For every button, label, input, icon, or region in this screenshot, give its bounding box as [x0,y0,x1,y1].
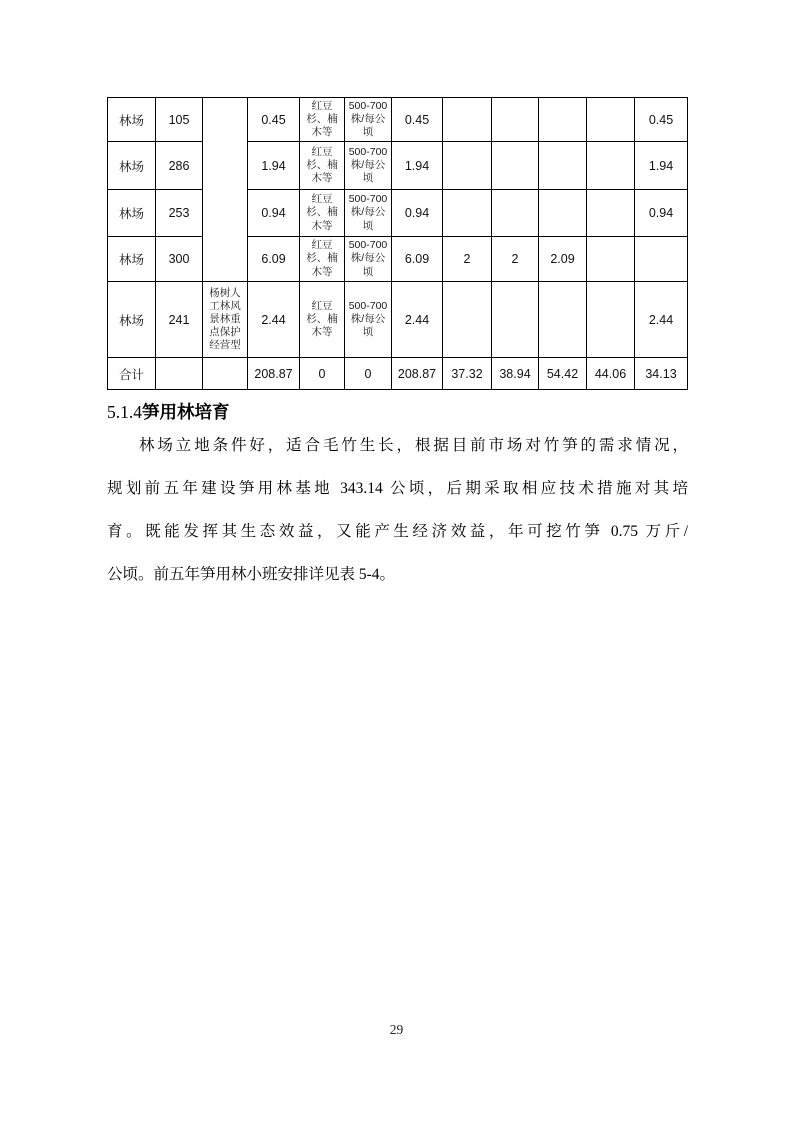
table-cell: 500-700株/每公顷 [345,282,392,358]
table-cell: 2.44 [248,282,300,358]
table-cell: 2 [492,237,539,282]
table-cell [587,98,635,142]
table-cell: 红豆杉、楠木等 [300,142,345,190]
total-row [108,358,688,390]
table-cell [156,358,203,390]
table-cell: 0 [345,358,392,390]
body-paragraph [107,424,688,596]
table-cell: 2.09 [539,237,587,282]
section-number: 5.1.4 [107,402,142,422]
paragraph-line: 育。既能发挥其生态效益，又能产生经济效益，年可挖竹笋 0.75 万斤/ [107,523,688,540]
table-cell: 500-700株/每公顷 [345,237,392,282]
table-cell: 林场 [108,237,156,282]
table-cell: 2.44 [635,282,688,358]
table-cell: 红豆杉、楠木等 [300,282,345,358]
table-cell: 6.09 [392,237,443,282]
table-row [108,98,688,142]
table-cell: 红豆杉、楠木等 [300,237,345,282]
table-cell: 500-700株/每公顷 [345,98,392,142]
table-cell: 38.94 [492,358,539,390]
table-cell [203,358,248,390]
table-row [108,237,688,282]
table-cell: 253 [156,190,203,237]
section-title: 笋用林培育 [142,402,230,422]
table-cell: 0.45 [392,98,443,142]
table-cell: 林场 [108,282,156,358]
table-cell [443,190,492,237]
table-cell [587,142,635,190]
table-cell [635,237,688,282]
table-cell: 红豆杉、楠木等 [300,98,345,142]
table-cell [492,282,539,358]
table-cell: 241 [156,282,203,358]
table-cell [587,282,635,358]
table-cell: 37.32 [443,358,492,390]
table-cell: 红豆杉、楠木等 [300,190,345,237]
table-cell [443,142,492,190]
table-cell: 54.42 [539,358,587,390]
table-cell: 208.87 [248,358,300,390]
table-cell [587,237,635,282]
table-cell: 林场 [108,190,156,237]
table-row [108,142,688,190]
table-cell: 1.94 [248,142,300,190]
table-cell [203,98,248,282]
table-cell [539,142,587,190]
table-cell: 1.94 [392,142,443,190]
paragraph-line: 规划前五年建设笋用林基地 343.14 公顷，后期采取相应技术措施对其培 [107,480,688,497]
paragraph-line: 公顷。前五年笋用林小班安排详见表 5-4。 [107,566,396,583]
table-cell: 1.94 [635,142,688,190]
page-number: 29 [389,1022,404,1037]
table-cell [492,190,539,237]
table-cell: 105 [156,98,203,142]
table-cell: 0.45 [635,98,688,142]
table-cell: 0.94 [392,190,443,237]
table-cell: 34.13 [635,358,688,390]
table-cell [587,190,635,237]
table-cell [539,190,587,237]
table-cell [443,98,492,142]
table-cell: 500-700株/每公顷 [345,190,392,237]
table-cell: 0 [300,358,345,390]
table-cell: 208.87 [392,358,443,390]
table-cell [492,142,539,190]
table-cell: 0.94 [635,190,688,237]
table-cell: 44.06 [587,358,635,390]
table-cell: 林场 [108,142,156,190]
table-cell: 286 [156,142,203,190]
table-cell: 2 [443,237,492,282]
table-cell: 林场 [108,98,156,142]
table-cell [492,98,539,142]
table-cell: 6.09 [248,237,300,282]
table-row [108,190,688,237]
table-cell: 0.94 [248,190,300,237]
table-cell: 合计 [108,358,156,390]
table-cell: 500-700株/每公顷 [345,142,392,190]
table-cell: 0.45 [248,98,300,142]
plot-arrangement-table [107,97,688,390]
table-cell: 杨树人工林风景林重点保护经营型 [203,282,248,358]
table-cell: 2.44 [392,282,443,358]
table-cell [539,282,587,358]
table-row [108,282,688,358]
section-heading [107,400,230,424]
table-cell [443,282,492,358]
table-cell [539,98,587,142]
table-cell: 300 [156,237,203,282]
paragraph-line: 林场立地条件好，适合毛竹生长，根据目前市场对竹笋的需求情况， [139,437,688,454]
